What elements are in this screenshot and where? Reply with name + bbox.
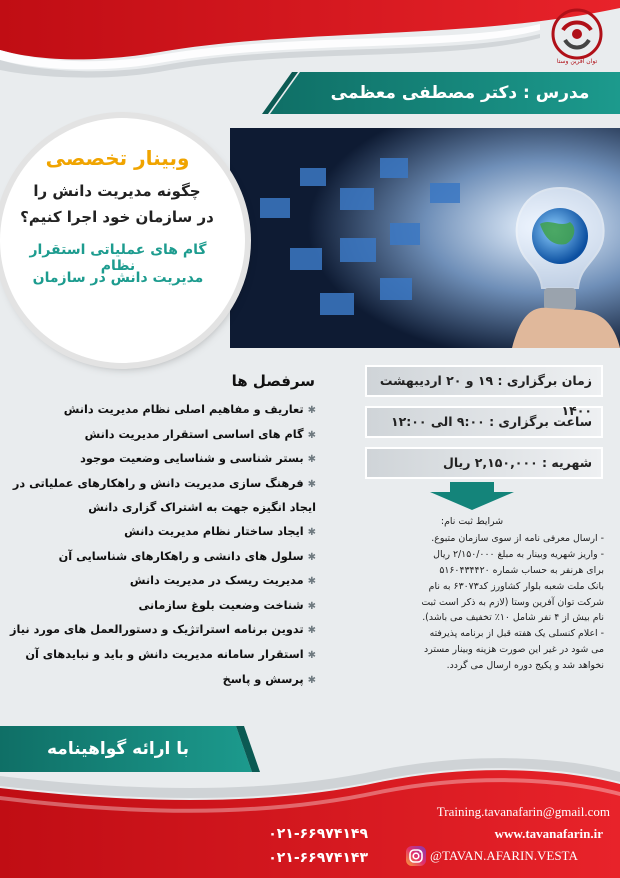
syllabus-item: ✱مدیریت ریسک در مدیریت دانش — [129, 574, 316, 588]
phone-number-2[interactable]: ۰۲۱-۶۶۹۷۴۱۴۳ — [268, 850, 368, 866]
instagram-icon — [405, 845, 427, 867]
time-box: ساعت برگزاری : ۹:۰۰ الی ۱۲:۰۰ — [390, 414, 592, 429]
bullet-icon: ✱ — [307, 405, 316, 416]
bullet-icon: ✱ — [307, 674, 316, 686]
condition-line: شرکت توان آفرین وستا (لازم به ذکر است ثبت — [421, 596, 604, 608]
bullet-icon: ✱ — [307, 526, 316, 538]
bullet-icon: ✱ — [307, 429, 316, 441]
syllabus-item: ✱استقرار سامانه مدیریت دانش و باید و نبایدهای آن — [25, 647, 316, 661]
syllabus-item: ✱گام های اساسی استقرار مدیریت دانش — [84, 427, 316, 441]
condition-line: بانک ملت شعبه بلوار کشاورز کد۶۳۰۷۳ به نام — [428, 580, 604, 592]
syllabus-item: ✱تدوین برنامه استراتژیک و دستورالعمل های مورد نیاز — [10, 623, 316, 637]
condition-line: - اعلام کنسلی یک هفته قبل از برنامه پذیرفته — [429, 628, 604, 640]
certificate-banner: با ارائه گواهینامه — [47, 739, 189, 759]
instructor-name: مدرس : دکتر مصطفی معظمی — [330, 83, 590, 103]
syllabus-item: ✱شناخت وضعیت بلوغ سازمانی — [138, 598, 316, 612]
registration-conditions — [340, 514, 604, 674]
bullet-icon: ✱ — [307, 576, 316, 588]
bullet-icon: ✱ — [307, 625, 316, 637]
website-link[interactable]: www.tavanafarin.ir — [494, 826, 603, 841]
bullet-icon: ✱ — [307, 600, 316, 612]
syllabus-heading: سرفصل ها — [231, 372, 315, 390]
subtitle-line2: مدیریت دانش در سازمان — [32, 270, 204, 286]
condition-line: - واریز شهریه وبینار به مبلغ ۲/۱۵۰/۰۰۰ ریال — [433, 548, 604, 560]
condition-line: - ارسال معرفی نامه از سوی سازمان متبوع. — [431, 532, 604, 544]
syllabus-item: ✱بستر شناسی و شناسایی وضعیت موجود — [80, 452, 316, 466]
syllabus-item: ✱ایجاد ساختار نظام مدیریت دانش — [124, 524, 316, 538]
syllabus-list — [8, 398, 316, 692]
bullet-icon: ✱ — [307, 551, 316, 563]
bullet-icon: ✱ — [307, 478, 316, 490]
conditions-heading: شرایط ثبت نام: — [440, 516, 504, 527]
condition-line: نام بیش از ۴ نفر شامل ۱۰٪ تخفیف می باشد). — [422, 612, 604, 624]
fee-box: شهریه : ۲,۱۵۰,۰۰۰ ریال — [443, 455, 592, 470]
date-box: زمان برگزاری : ۱۹ و ۲۰ اردیبهشت ۱۴۰۰ — [379, 373, 592, 418]
logo-caption: توان آفرین وستا — [556, 58, 598, 65]
title-question-line2: در سازمان خود اجرا کنیم؟ — [20, 208, 214, 226]
webinar-label: وبینار تخصصی — [45, 146, 190, 170]
syllabus-item: ✱تعاریف و مفاهیم اصلی نظام مدیریت دانش — [63, 403, 316, 416]
syllabus-item: ✱فرهنگ سازی مدیریت دانش و راهکارهای عملیاتی در — [12, 476, 316, 490]
hero-image-lightbulb — [230, 128, 620, 348]
bullet-icon: ✱ — [307, 454, 316, 466]
phone-number-1[interactable]: ۰۲۱-۶۶۹۷۴۱۴۹ — [268, 826, 368, 842]
syllabus-item: ✱پرسش و پاسخ — [222, 672, 316, 686]
contact-email[interactable]: Training.tavanafarin@gmail.com — [436, 804, 610, 819]
syllabus-item: ایجاد انگیزه جهت به اشتراک گزاری دانش — [88, 501, 316, 515]
condition-line: نخواهد شد و پکیج دوره ارسال می گردد. — [446, 660, 604, 672]
subtitle-line1: گام های عملیاتی استقرار نظام — [29, 242, 207, 274]
condition-line: برای هرنفر به حساب شماره ۵۱۶۰۴۳۴۴۲۰ — [439, 564, 604, 576]
bullet-icon: ✱ — [307, 649, 316, 661]
syllabus-item: ✱سلول های دانشی و راهکارهای شناسایی آن — [58, 549, 316, 563]
condition-line: می شود در غیر این صورت هزینه وبینار مسترد — [424, 644, 604, 656]
title-question-line1: چگونه مدیریت دانش را — [33, 182, 201, 200]
instagram-handle[interactable]: @TAVAN.AFARIN.VESTA — [430, 848, 578, 863]
